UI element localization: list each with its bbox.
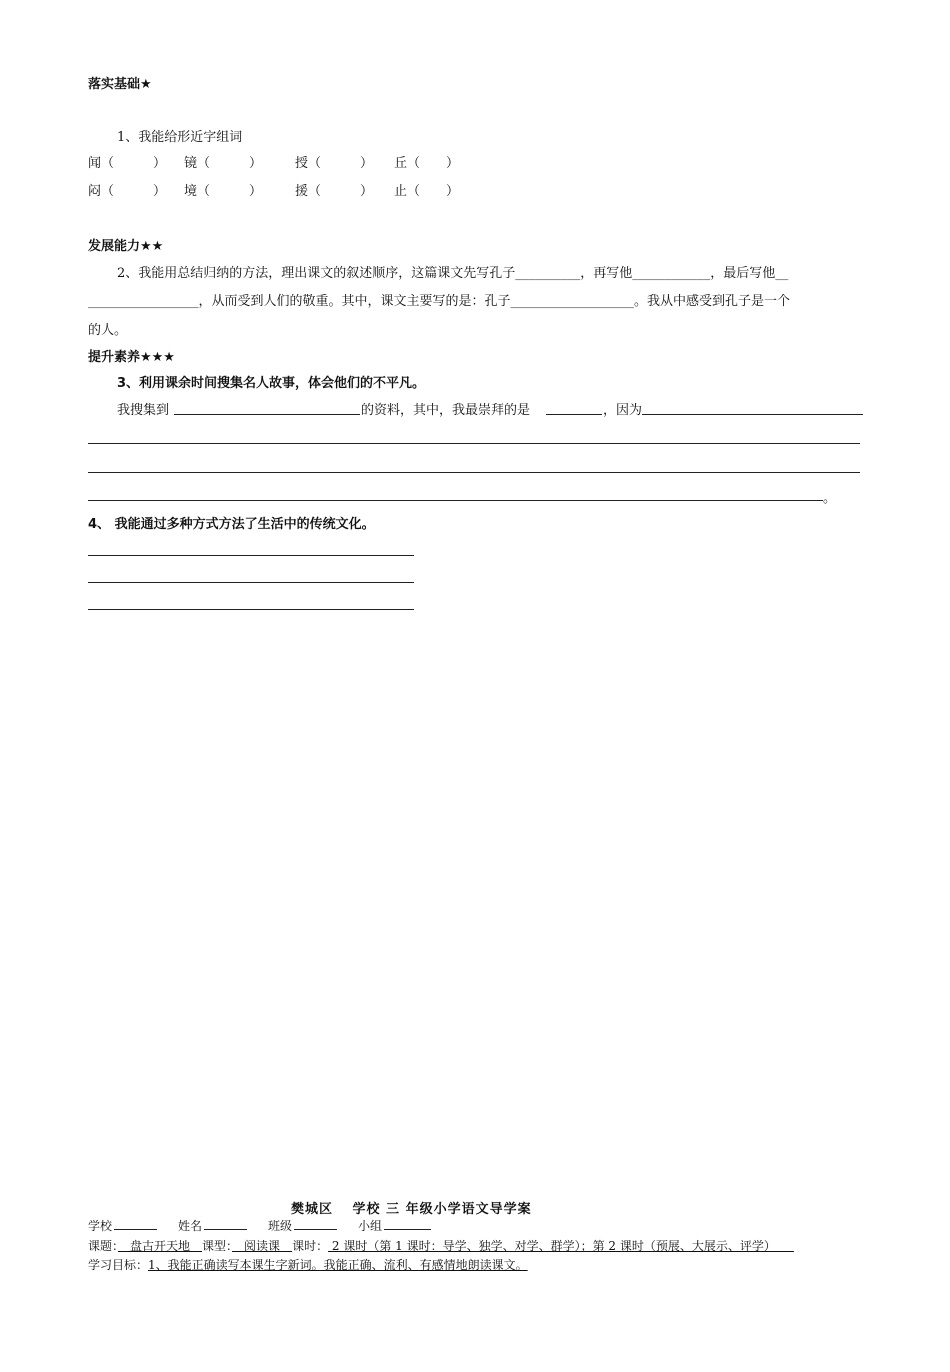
question-2-line-1: 2、我能用总结归纳的方法，理出课文的叙述顺序，这篇课文先写孔子__________，再写他____________，最后写他__ — [117, 266, 789, 281]
q3-label-because: ，因为 — [603, 403, 643, 418]
answer-blank — [546, 414, 602, 415]
answer-line — [88, 472, 860, 473]
section-heading-basics: 落实基础★ — [88, 77, 152, 92]
word-item: 止（ ） — [394, 184, 460, 199]
period-mark: 。 — [823, 491, 837, 506]
section-heading-literacy: 提升素养★★★ — [88, 350, 175, 365]
school-field — [114, 1229, 157, 1230]
question-1: 1、我能给形近字组词 — [117, 130, 243, 145]
word-item: 闷（ ） — [88, 184, 167, 199]
word-item: 授（ ） — [295, 156, 374, 171]
class-field — [294, 1229, 337, 1230]
goal-row — [88, 1256, 528, 1273]
q3-label-admire: 的资料，其中，我最崇拜的是 — [361, 403, 531, 418]
school-label: 学校 — [88, 1219, 113, 1233]
name-field — [204, 1229, 247, 1230]
answer-line — [88, 582, 414, 583]
question-2-line-2: _________________，从而受到人们的敬重。其中，课文主要写的是：孔子___________________。我从中感受到孔子是一个 — [88, 294, 791, 309]
question-4: 4、 我能通过多种方式方法了生活中的传统文化。 — [88, 517, 375, 532]
word-item: 镜（ ） — [184, 156, 263, 171]
answer-blank — [642, 414, 863, 415]
word-item: 闻（ ） — [88, 156, 167, 171]
topic-row — [88, 1237, 794, 1254]
type-label: 课型： — [202, 1239, 233, 1253]
word-item: 援（ ） — [295, 184, 374, 199]
hours-value: 2 课时（第 1 课时：导学、独学、对学、群学）；第 2 课时（预展、大展示、评学） — [328, 1239, 794, 1253]
type-value: 阅读课 — [232, 1239, 293, 1253]
answer-line — [88, 609, 414, 610]
word-item: 境（ ） — [184, 184, 263, 199]
q3-label-collected: 我搜集到 — [117, 403, 170, 418]
class-label: 班级 — [268, 1219, 293, 1233]
topic-label: 课题： — [88, 1239, 119, 1253]
name-label: 姓名 — [178, 1219, 203, 1233]
answer-line — [88, 443, 860, 444]
worksheet-title: 樊城区 学校 三 年级小学语文导学案 — [291, 1202, 532, 1217]
goal-label: 学习目标： — [88, 1258, 149, 1272]
question-2-line-3: 的人。 — [88, 323, 128, 338]
answer-blank — [174, 414, 360, 415]
group-label: 小组 — [358, 1219, 383, 1233]
goal-value: 1、我能正确读写本课生字新词。我能正确、流利、有感情地朗读课文。 — [148, 1258, 528, 1272]
question-3: 3、利用课余时间搜集名人故事，体会他们的不平凡。 — [117, 376, 426, 391]
answer-line — [88, 555, 414, 556]
section-heading-ability: 发展能力★★ — [88, 239, 164, 254]
hours-label: 课时： — [292, 1239, 329, 1253]
group-field — [384, 1229, 431, 1230]
word-item: 丘（ ） — [394, 156, 460, 171]
topic-value: 盘古开天地 — [118, 1239, 203, 1253]
answer-line — [88, 500, 823, 501]
